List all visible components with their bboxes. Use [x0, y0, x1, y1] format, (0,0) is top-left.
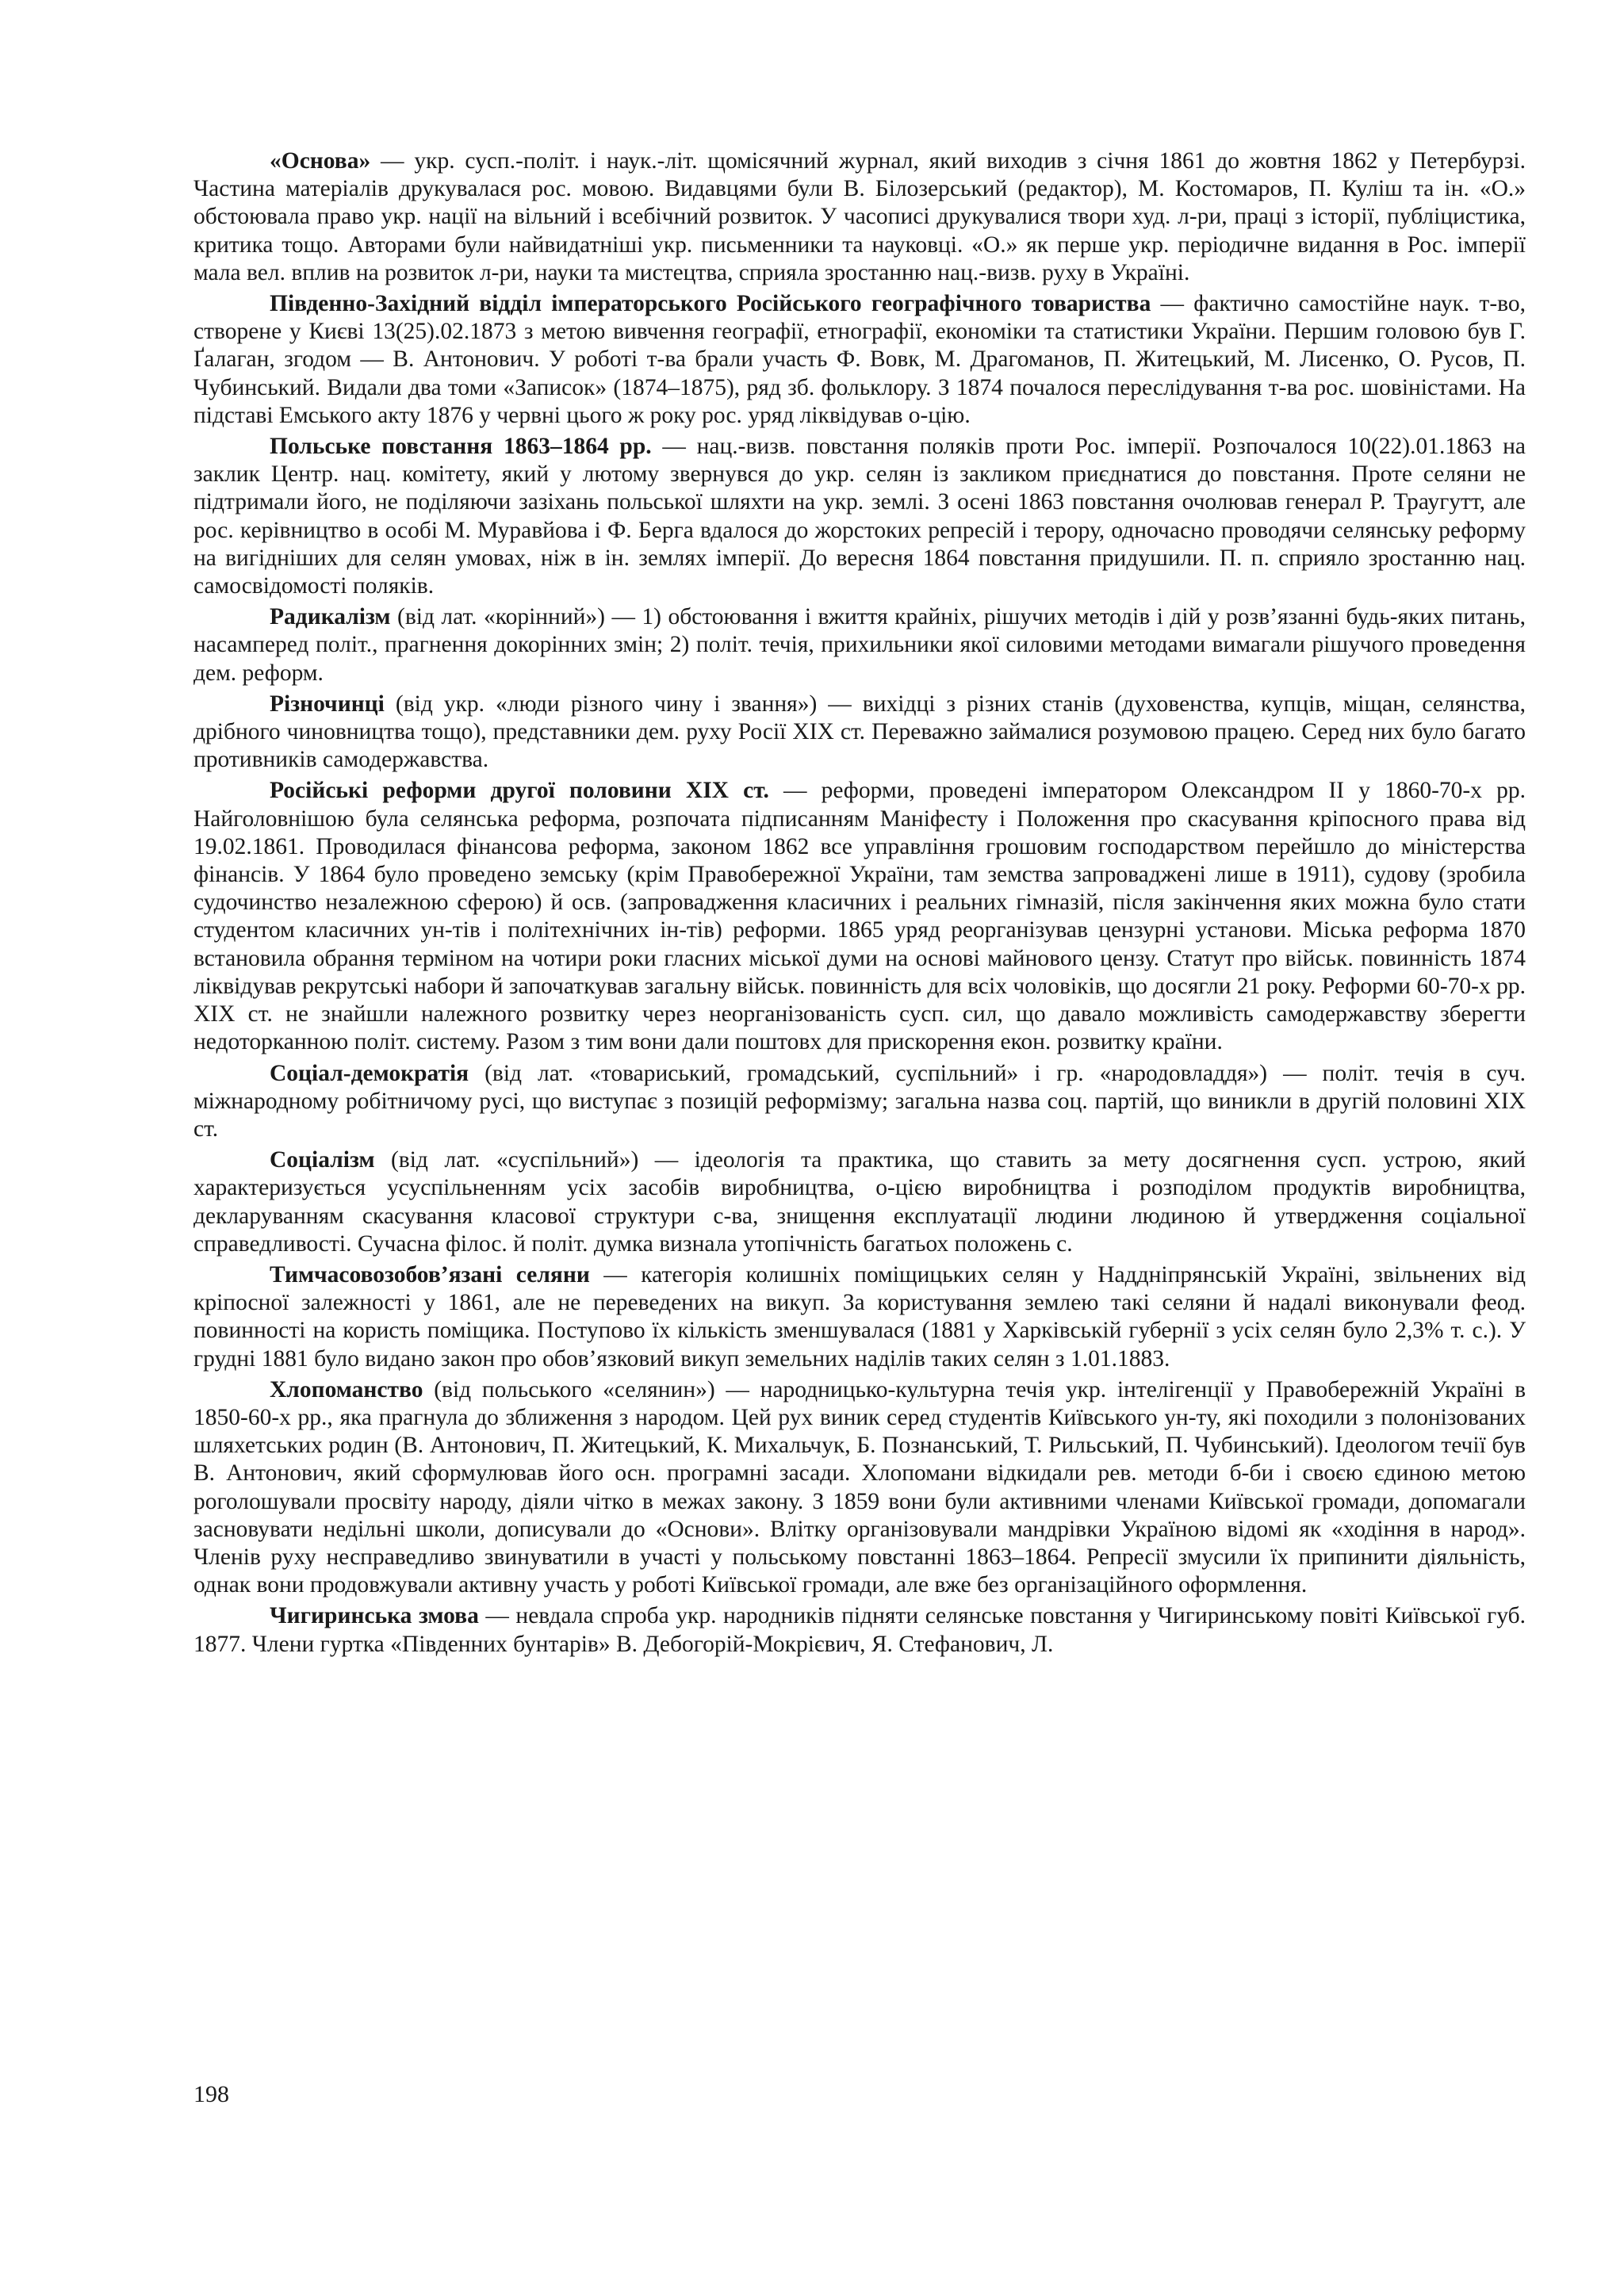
entry-text: (від лат. «товариський, громадський, суспільний» і гр. «народовладдя») — політ. течія в суч. міжнародному робітничому русі, що виступає з позицій реформізму; загальна назва соц. партій, що виникли в другій половині XIX ст. — [193, 1060, 1526, 1142]
entry-socialism — [193, 1146, 1526, 1258]
entry-russian-reforms — [193, 777, 1526, 1056]
entry-term: Різночинці — [270, 691, 385, 717]
page-number: 198 — [193, 2081, 229, 2107]
entry-text: — реформи, проведені імператором Олександром II у 1860-70-х рр. Найголовнішою була селянська реформа, розпочата підписанням Маніфесту і Положення про скасування кріпосного права від 19.02.1861. Проводилася фінансова реформа, законом 1862 все управління грошовим господарством перейшло до міністерства фінансів. У 1864 було проведено земську (крім Правобережної України, там земства запроваджені лише в 1911), судову (зробила судочинство незалежною сферою) й осв. (запровадження класичних і реальних гімназій, після закінчення яких можна було стати студентом класичних ун-тів і політехнічних ін-тів) реформи. 1865 уряд реорганізував цензурні установи. Міська реформа 1870 встановила обрання терміном на чотири роки гласних міської думи на основі майнового цензу. Статут про військ. повинність 1874 ліквідував рекрутські набори й започаткував загальну військ. повинність для всіх чоловіків, що досягли 21 року. Реформи 60-70-х рр. XIX ст. не знайшли належного розвитку через неорганізованість сусп. сил, що давало можливість самодержавству зберегти недоторканною політ. систему. Разом з тим вони дали поштовх для прискорення екон. розвитку країни. — [193, 778, 1526, 1055]
entry-text: — нац.-визв. повстання поляків проти Рос. імперії. Розпочалося 10(22).01.1863 на заклик Центр. нац. комітету, який у лютому звернувся до укр. селян із закликом приєднатися до повстання. Проте селяни не підтримали його, не поділяючи зазіхань польської шляхти на укр. землі. З осені 1863 повстання очолював генерал Р. Траугутт, але рос. керівництво в особі М. Муравйова і Ф. Берга вдалося до жорстоких репресій і терору, одночасно проводячи селянську реформу на вигідніших для селян умовах, ніж в ін. землях імперії. До вересня 1864 повстання придушили. П. п. сприяло зростанню нац. самосвідомості поляків. — [193, 434, 1526, 599]
entry-text: — категорія колишніх поміщицьких селян у Наддніпрянській Україні, звільнених від кріпосної залежності у 1861, але не переведених на викуп. За користування землею такі селяни й надалі виконували феод. повинності на користь поміщика. Поступово їх кількість зменшувалася (1881 у Харківській губернії з усіх селян було 2,3% т. с.). У грудні 1881 було видано закон про обов’язковий викуп земельних наділів таких селян з 1.01.1883. — [193, 1261, 1526, 1372]
entry-term: Південно-Західний відділ імператорського Російського географічного товариства — [270, 291, 1151, 317]
entry-radicalism — [193, 603, 1526, 687]
entry-text: — фактично самостійне наук. т-во, створене у Києві 13(25).02.1873 з метою вивчення географії, етнографії, економіки та статистики України. Першим головою був Г. Ґалаган, згодом — В. Антонович. У роботі т-ва брали участь Ф. Вовк, М. Драгоманов, П. Житецький, М. Лисенко, О. Русов, П. Чубинський. Видали два томи «Записок» (1874–1875), ряд зб. фольклору. З 1874 почалося переслідування т-ва рос. шовіністами. На підставі Емського акту 1876 у червні цього ж року рос. уряд ліквідував о-цію. — [193, 291, 1526, 428]
entry-polish-uprising — [193, 433, 1526, 600]
entry-social-democracy — [193, 1060, 1526, 1144]
entry-term: Хлопоманство — [270, 1376, 423, 1402]
page-body — [193, 147, 1526, 1662]
entry-text: (від лат. «суспільний») — ідеологія та практика, що ставить за мету досягнення сусп. устрою, який характеризується усуспільненням усіх засобів виробництва, о-цією виробництва і розподілом продуктів виробництва, декларуванням скасування класової структури с-ва, знищення експлуатації людини людиною й утвердження соціальної справедливості. Сучасна філос. й політ. думка визнала утопічність багатьох положень с. — [193, 1147, 1526, 1257]
entry-term: Соціалізм — [270, 1147, 375, 1173]
entry-geographic-society — [193, 290, 1526, 430]
entry-text: (від польського «селянин») — народницько-культурна течія укр. інтелігенції у Правобережній Україні в 1850-60-х рр., яка прагнула до зближення з народом. Цей рух виник серед студентів Київського ун-ту, які походили з полонізованих шляхетських родин (В. Антонович, П. Житецький, К. Михальчук, Б. Познанський, Т. Рильський, П. Чубинський). Ідеологом течії був В. Антонович, який сформулював його осн. програмні засади. Хлопомани відкидали рев. методи б-би і своєю єдиною метою роголошували просвіту народу, діяли чітко в межах закону. З 1859 вони були активними членами Київської громади, допомагали засновувати недільні школи, дописували до «Основи». Влітку організовували мандрівки Україною відомі як «ходіння в народ». Членів руху несправедливо звинуватили в участі у польському повстанні 1863–1864. Репресії змусили їх припинити діяльність, однак вони продовжували активну участь у роботі Київської громади, але вже без організаційного оформлення. — [193, 1376, 1526, 1598]
entry-term: Польське повстання 1863–1864 рр. — [270, 434, 652, 460]
entry-text: — укр. сусп.-політ. і наук.-літ. щомісячний журнал, який виходив з січня 1861 до жовтня 1862 у Петербурзі. Частина матеріалів друкувалася рос. мовою. Видавцями були В. Білозерський (редактор), М. Костомаров, П. Куліш та ін. «О.» обстоювала право укр. нації на вільний і всебічний розвиток. У часописі друкувалися твори худ. л-ри, праці з історії, публіцистика, критика тощо. Авторами були найвидатніші укр. письменники та науковці. «О.» як перше укр. періодичне видання в Рос. імперії мала вел. вплив на розвиток л-ри, науки та мистецтва, сприяла зростанню нац.-визв. руху в Україні. — [193, 148, 1526, 285]
entry-term: Чигиринська змова — [270, 1603, 479, 1629]
entry-text: (від укр. «люди різного чину і звання») — вихідці з різних станів (духовенства, купців, міщан, селянства, дрібного чиновництва тощо), представники дем. руху Росії XIX ст. Переважно займалися розумовою працею. Серед них було багато противників самодержавства. — [193, 691, 1526, 773]
entry-term: Російські реформи другої половини XIX ст. — [270, 778, 769, 804]
entry-term: Тимчасовозобов’язані селяни — [270, 1261, 590, 1288]
entry-temporarily-obligated-peasants — [193, 1261, 1526, 1373]
entry-chyhyryn-conspiracy — [193, 1602, 1526, 1658]
entry-text: — невдала спроба укр. народників підняти селянське повстання у Чигиринському повіті Київської губ. 1877. Члени гуртка «Південних бунтарів» В. Дебогорій-Мокрієвич, Я. Стефанович, Л. — [193, 1603, 1526, 1657]
entry-term: «Основа» — [270, 148, 371, 174]
entry-osnova — [193, 147, 1526, 287]
entry-khlopomanstvo — [193, 1376, 1526, 1600]
entry-raznochintsy — [193, 691, 1526, 775]
entry-term: Соціал-демократія — [270, 1060, 469, 1086]
entry-text: (від лат. «корінний») — 1) обстоювання і вжиття крайніх, рішучих методів і дій у розв’язанні будь-яких питань, насамперед політ., прагнення докорінних змін; 2) політ. течія, прихильники якої силовими методами вимагали рішучого проведення дем. реформ. — [193, 604, 1526, 686]
entry-term: Радикалізм — [270, 604, 391, 630]
